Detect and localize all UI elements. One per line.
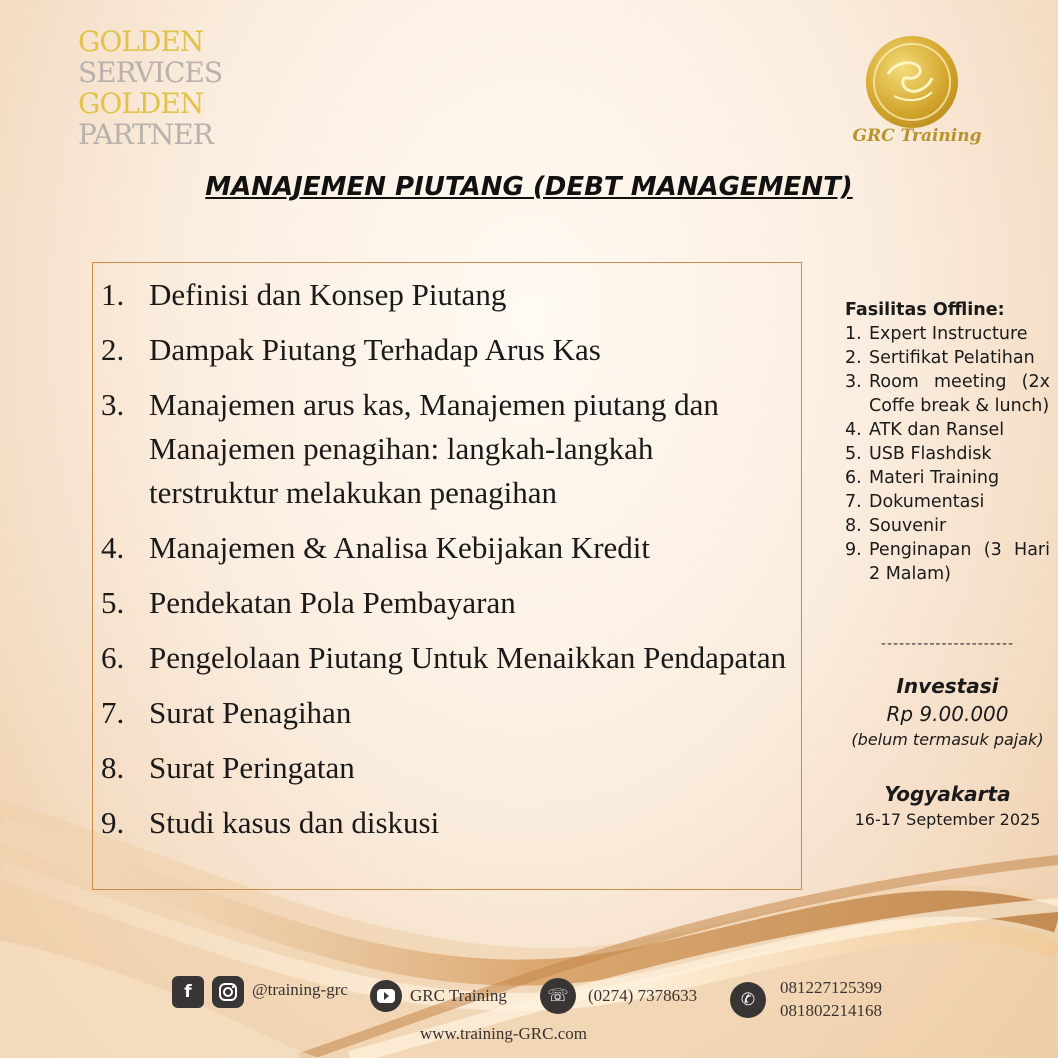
badge-golden-1: GOLDEN [78,25,204,58]
phone-number[interactable]: (0274) 7378633 [588,986,698,1005]
topic-text: Surat Peringatan [149,750,355,785]
topic-text: Studi kasus dan diskusi [149,805,440,840]
badge-partner: PARTNER [78,118,213,151]
topic-item [101,691,789,735]
footer [0,970,1058,1058]
investment-price: Rp 9.00.000 [886,702,1009,726]
investment-note: (belum termasuk pajak) [851,730,1044,749]
badge-services: SERVICES [78,56,223,89]
facility-text: Penginapan (3 Hari 2 Malam) [869,540,1050,584]
topic-item [101,328,789,372]
logo-text: GRC Training [852,126,982,146]
facility-item [845,370,1050,418]
facility-item [845,466,1050,490]
topic-number: 2. [101,332,125,367]
facility-item [845,514,1050,538]
youtube-channel[interactable]: GRC Training [410,986,507,1005]
instagram-icon[interactable] [212,976,244,1008]
facility-text: USB Flashdisk [869,444,992,464]
phone-icon[interactable]: ☏ [540,978,576,1014]
facility-number: 9. [845,540,862,560]
facility-text: Materi Training [869,468,1000,488]
topic-number: 5. [101,585,125,620]
topic-item [101,273,789,317]
facility-item [845,322,1050,346]
topic-item [101,383,789,515]
topic-item [101,636,789,680]
topic-item [101,746,789,790]
topic-text: Manajemen arus kas, Manajemen piutang dan Manajemen penagihan: langkah-langkah terstruktur melakukan penagihan [149,387,719,510]
topic-number: 7. [101,695,125,730]
topic-number: 8. [101,750,125,785]
facility-item [845,346,1050,370]
facility-number: 1. [845,324,862,344]
social-handle[interactable]: @training-grc [252,980,348,999]
divider: ---------------------- [880,636,1015,652]
globe-icon [866,36,958,128]
topic-number: 6. [101,640,125,675]
facebook-icon[interactable]: f [172,976,204,1008]
topic-text: Pendekatan Pola Pembayaran [149,585,516,620]
whatsapp-number-2[interactable]: 081802214168 [780,1001,882,1020]
facility-text: Expert Instructure [869,324,1028,344]
topic-number: 4. [101,530,125,565]
topic-text: Surat Penagihan [149,695,352,730]
facility-text: ATK dan Ransel [869,420,1005,440]
investment-label: Investasi [896,674,999,698]
topic-item [101,581,789,625]
badge-golden-2: GOLDEN [78,87,204,120]
facility-number: 2. [845,348,862,368]
location-block [835,780,1058,832]
facility-number: 4. [845,420,862,440]
location-date: 16-17 September 2025 [854,810,1041,829]
topic-text: Dampak Piutang Terhadap Arus Kas [149,332,601,367]
location-city: Yogyakarta [884,782,1011,806]
golden-services-partner-badge [78,25,223,151]
youtube-icon[interactable] [370,980,402,1012]
facility-item [845,538,1050,586]
grc-globe-logo [866,36,958,128]
topic-number: 1. [101,277,125,312]
topic-item [101,801,789,845]
facility-text: Dokumentasi [869,492,985,512]
facility-text: Room meeting (2x Coffe break & lunch) [869,372,1050,416]
facility-number: 8. [845,516,862,536]
facility-text: Souvenir [869,516,947,536]
topic-item [101,526,789,570]
facility-item [845,490,1050,514]
topic-text: Definisi dan Konsep Piutang [149,277,507,312]
facilities-panel [845,298,1050,586]
website-link[interactable]: www.training-GRC.com [420,1024,587,1043]
facility-number: 6. [845,468,862,488]
facilities-heading: Fasilitas Offline: [845,300,1005,320]
topics-box [92,262,802,890]
facility-number: 7. [845,492,862,512]
topic-text: Manajemen & Analisa Kebijakan Kredit [149,530,651,565]
topic-number: 3. [101,387,125,422]
facility-text: Sertifikat Pelatihan [869,348,1035,368]
topic-text: Pengelolaan Piutang Untuk Menaikkan Pendapatan [149,640,787,675]
facility-item [845,442,1050,466]
facility-item [845,418,1050,442]
facility-number: 3. [845,372,862,392]
topic-number: 9. [101,805,125,840]
whatsapp-number-1[interactable]: 081227125399 [780,978,882,997]
investment-block [835,672,1058,752]
facility-number: 5. [845,444,862,464]
whatsapp-icon[interactable]: ✆ [730,982,766,1018]
page-title: MANAJEMEN PIUTANG (DEBT MANAGEMENT) [205,172,853,202]
